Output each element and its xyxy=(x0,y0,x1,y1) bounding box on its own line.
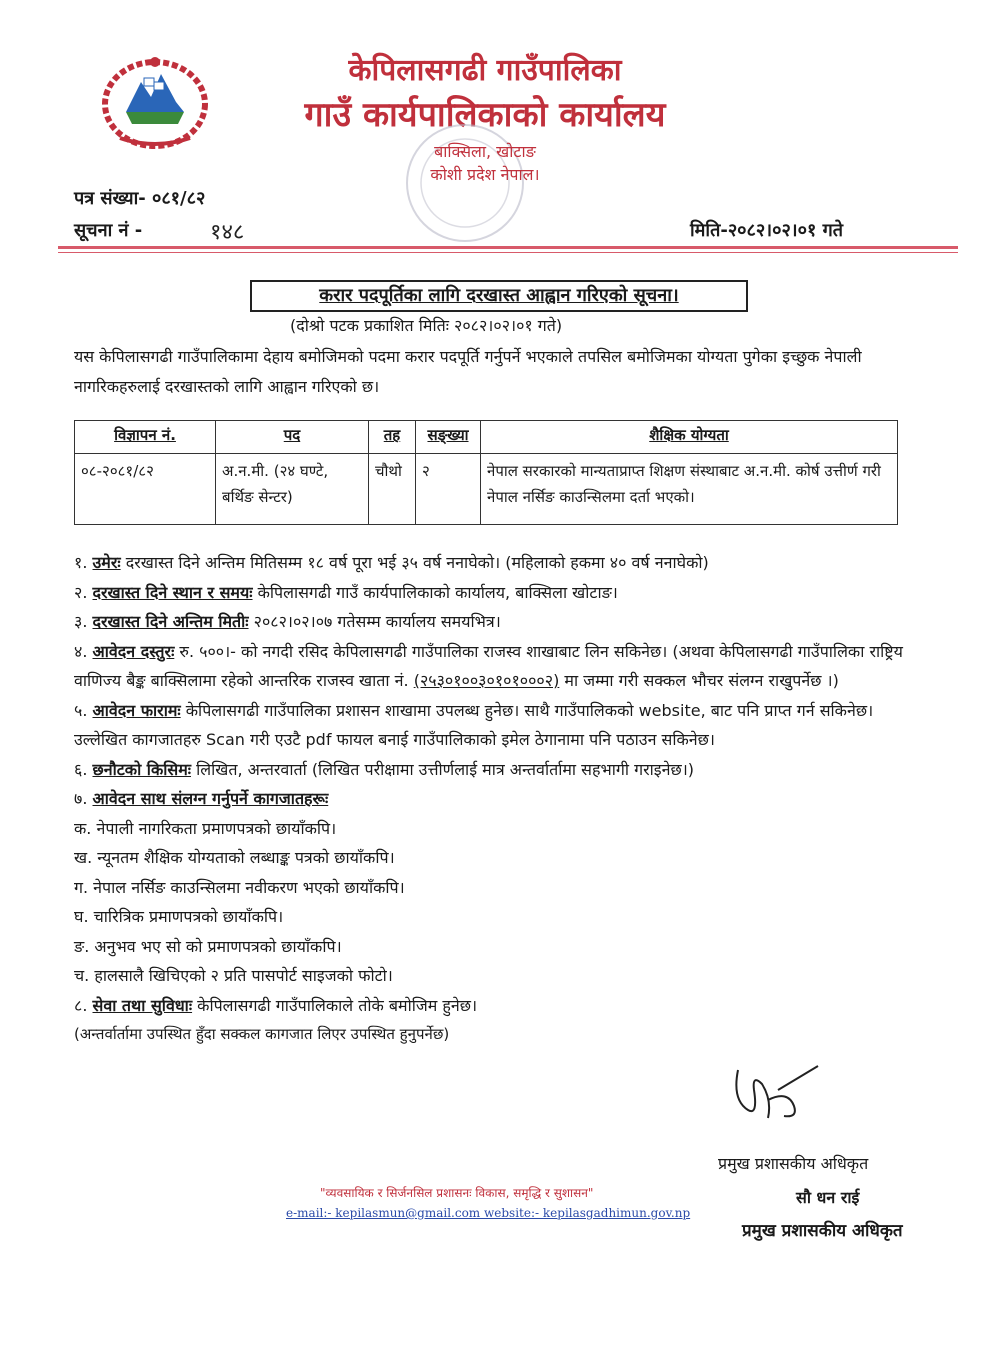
vacancy-table xyxy=(74,420,898,525)
doc-item: ख. न्यूनतम शैक्षिक योग्यताको लब्धाङ्क पत्रको छायाँकपि। xyxy=(74,848,395,867)
footer-contact[interactable]: e-mail:- kepilasmun@gmail.com website:- kepilasgadhimun.gov.np xyxy=(286,1206,691,1220)
item-text: केपिलासगढी गाउँपालिका प्रशासन शाखामा उपलब्ध हुनेछ। साथै गाउँपालिकको website, बाट पनि प्राप्त गर्न सकिनेछ। उल्लेखित कागजातहरु Scan गरी एउटै pdf फायल बनाई गाउँपालिकाको इमेल ठेगानामा पनि पठाउन सकिनेछ। xyxy=(74,700,874,749)
item-text: लिखित, अन्तरवार्ता (लिखित परीक्षामा उत्तीर्णलाई मात्र अन्तर्वार्तामा सहभागी गराइनेछ।) xyxy=(196,759,695,779)
item-number: ४. xyxy=(74,641,88,661)
item-text: केपिलासगढी गाउँपालिकाले तोके बमोजिम हुनेछ। xyxy=(197,995,478,1015)
item-fee xyxy=(74,637,914,696)
item-documents xyxy=(74,784,914,814)
office-province: कोशी प्रदेश नेपाल। xyxy=(430,165,540,184)
bank-account-number: (२५३०१००३०१०१०००२) xyxy=(413,671,560,690)
item-selection xyxy=(74,755,914,785)
doc-item: क. नेपाली नागरिकता प्रमाणपत्रको छायाँकपि। xyxy=(74,818,337,838)
item-form xyxy=(74,696,914,755)
item-label: आवेदन फारामः xyxy=(92,700,181,720)
col-post: पद xyxy=(216,421,369,454)
doc-item: ङ. अनुभव भए सो को प्रमाणपत्रको छायाँकपि। xyxy=(74,936,342,956)
footer-slogan: "व्यवसायिक र सिर्जनसिल प्रशासनः विकास, समृद्धि र सुशासन" xyxy=(320,1186,594,1200)
item-label: सेवा तथा सुविधाः xyxy=(92,995,193,1015)
item-text: केपिलासगढी गाउँ कार्यपालिकाको कार्यालय, बाक्सिला खोटाङ। xyxy=(257,582,618,602)
officer-name: सौ धन राई xyxy=(796,1188,860,1207)
office-address: बाक्सिला, खोटाङ xyxy=(434,142,536,161)
notice-number-label: सूचना नं - xyxy=(74,220,143,241)
item-number: २. xyxy=(74,582,88,602)
notice-title: करार पदपूर्तिका लागि दरखास्त आह्वान गरिएको सूचना। xyxy=(250,280,748,312)
col-count: सङ्ख्या xyxy=(416,421,481,454)
item-age xyxy=(74,548,914,578)
cell-qualification: नेपाल सरकारको मान्यताप्राप्त शिक्षण संस्थाबाट अ.न.मी. कोर्ष उत्तीर्ण गरी नेपाल नर्सिङ काउन्सिलमा दर्ता भएको। xyxy=(481,454,898,525)
col-level: तह xyxy=(369,421,416,454)
item-text: २०८२।०२।०७ गतेसम्म कार्यालय समयभित्र। xyxy=(253,612,501,631)
intro-paragraph: यस केपिलासगढी गाउँपालिकामा देहाय बमोजिमको पदमा करार पदपूर्ति गर्नुपर्ने भएकाले तपसिल बमोजिमका योग्यता पुगेका इच्छुक नेपाली नागरिकहरुलाई दरखास्तको लागि आह्वान गरिएको छ। xyxy=(74,347,862,396)
office-name-line1: केपिलासगढी गाउँपालिका xyxy=(348,53,622,88)
notice-number-value: १४८ xyxy=(210,220,245,245)
doc-item: घ. चारित्रिक प्रमाणपत्रको छायाँकपि। xyxy=(74,907,284,926)
item-number: ७. xyxy=(74,789,88,808)
item-deadline xyxy=(74,607,914,637)
cell-level: चौथो xyxy=(369,454,416,525)
item-label: छनौटको किसिमः xyxy=(92,759,191,779)
item-benefits xyxy=(74,991,914,1021)
officer-title-stamp: प्रमुख प्रशासकीय अधिकृत xyxy=(742,1221,903,1241)
header-divider xyxy=(58,246,958,249)
cell-post: अ.न.मी. (२४ घण्टे, बर्थिङ सेन्टर) xyxy=(216,454,369,525)
col-qualification: शैक्षिक योग्यता xyxy=(481,421,898,454)
notice-subtitle: (दोश्रो पटक प्रकाशित मितिः २०८२।०२।०१ गते) xyxy=(290,316,563,335)
item-place-time xyxy=(74,578,914,608)
item-number: ५. xyxy=(74,700,88,720)
item-label: उमेरः xyxy=(92,553,121,572)
reference-number: पत्र संख्या- ०८१/८२ xyxy=(74,188,206,209)
office-name-line2: गाउँ कार्यपालिकाको कार्यालय xyxy=(304,95,666,135)
item-text-cont: मा जम्मा गरी सक्कल भौचर संलग्न राखुपर्नेछ ।) xyxy=(564,671,839,690)
table-header-row xyxy=(75,421,898,454)
item-label: दरखास्त दिने स्थान र समयः xyxy=(92,582,253,602)
signature-icon xyxy=(728,1060,828,1130)
item-number: १. xyxy=(74,553,88,572)
item-label: आवेदन दस्तुरः xyxy=(92,641,175,661)
issue-date: मिति-२०८२।०२।०१ गते xyxy=(690,220,844,241)
cell-advert-no: ०८-२०८१/८२ xyxy=(75,454,216,525)
item-number: ८. xyxy=(74,995,88,1015)
nepal-emblem-icon xyxy=(96,52,214,152)
conditions-list xyxy=(74,548,914,1050)
doc-item: ग. नेपाल नर्सिङ काउन्सिलमा नवीकरण भएको छायाँकपि। xyxy=(74,877,405,897)
table-row xyxy=(75,454,898,525)
item-number: ३. xyxy=(74,612,88,631)
item-text: रु. ५००।- को नगदी रसिद केपिलासगढी गाउँपालिका राजस्व शाखाबाट लिन सकिनेछ। (अथवा केपिलासगढी गाउँपालिका राष्ट्रिय वाणिज्य बैङ्क बाक्सिलामा रहेको आन्तरिक राजस्व खाता नं. xyxy=(74,641,903,690)
officer-title-typed: प्रमुख प्रशासकीय अधिकृत xyxy=(718,1154,869,1173)
header-divider-thin xyxy=(58,252,958,253)
col-advert-no: विज्ञापन नं. xyxy=(75,421,216,454)
item-label: दरखास्त दिने अन्तिम मितीः xyxy=(92,612,249,631)
cell-count: २ xyxy=(416,454,481,525)
interview-note: (अन्तर्वार्तामा उपस्थित हुँदा सक्कल कागजात लिएर उपस्थित हुनुपर्नेछ) xyxy=(74,1025,450,1043)
item-text: दरखास्त दिने अन्तिम मितिसम्म १८ वर्ष पूरा भई ३५ वर्ष ननाघेको। (महिलाको हकमा ४० वर्ष ननाघेको) xyxy=(125,553,709,572)
doc-item: च. हालसालै खिचिएको २ प्रति पासपोर्ट साइजको फोटो। xyxy=(74,966,393,985)
item-label: आवेदन साथ संलग्न गर्नुपर्ने कागजातहरूः xyxy=(92,789,329,808)
item-number: ६. xyxy=(74,759,88,779)
